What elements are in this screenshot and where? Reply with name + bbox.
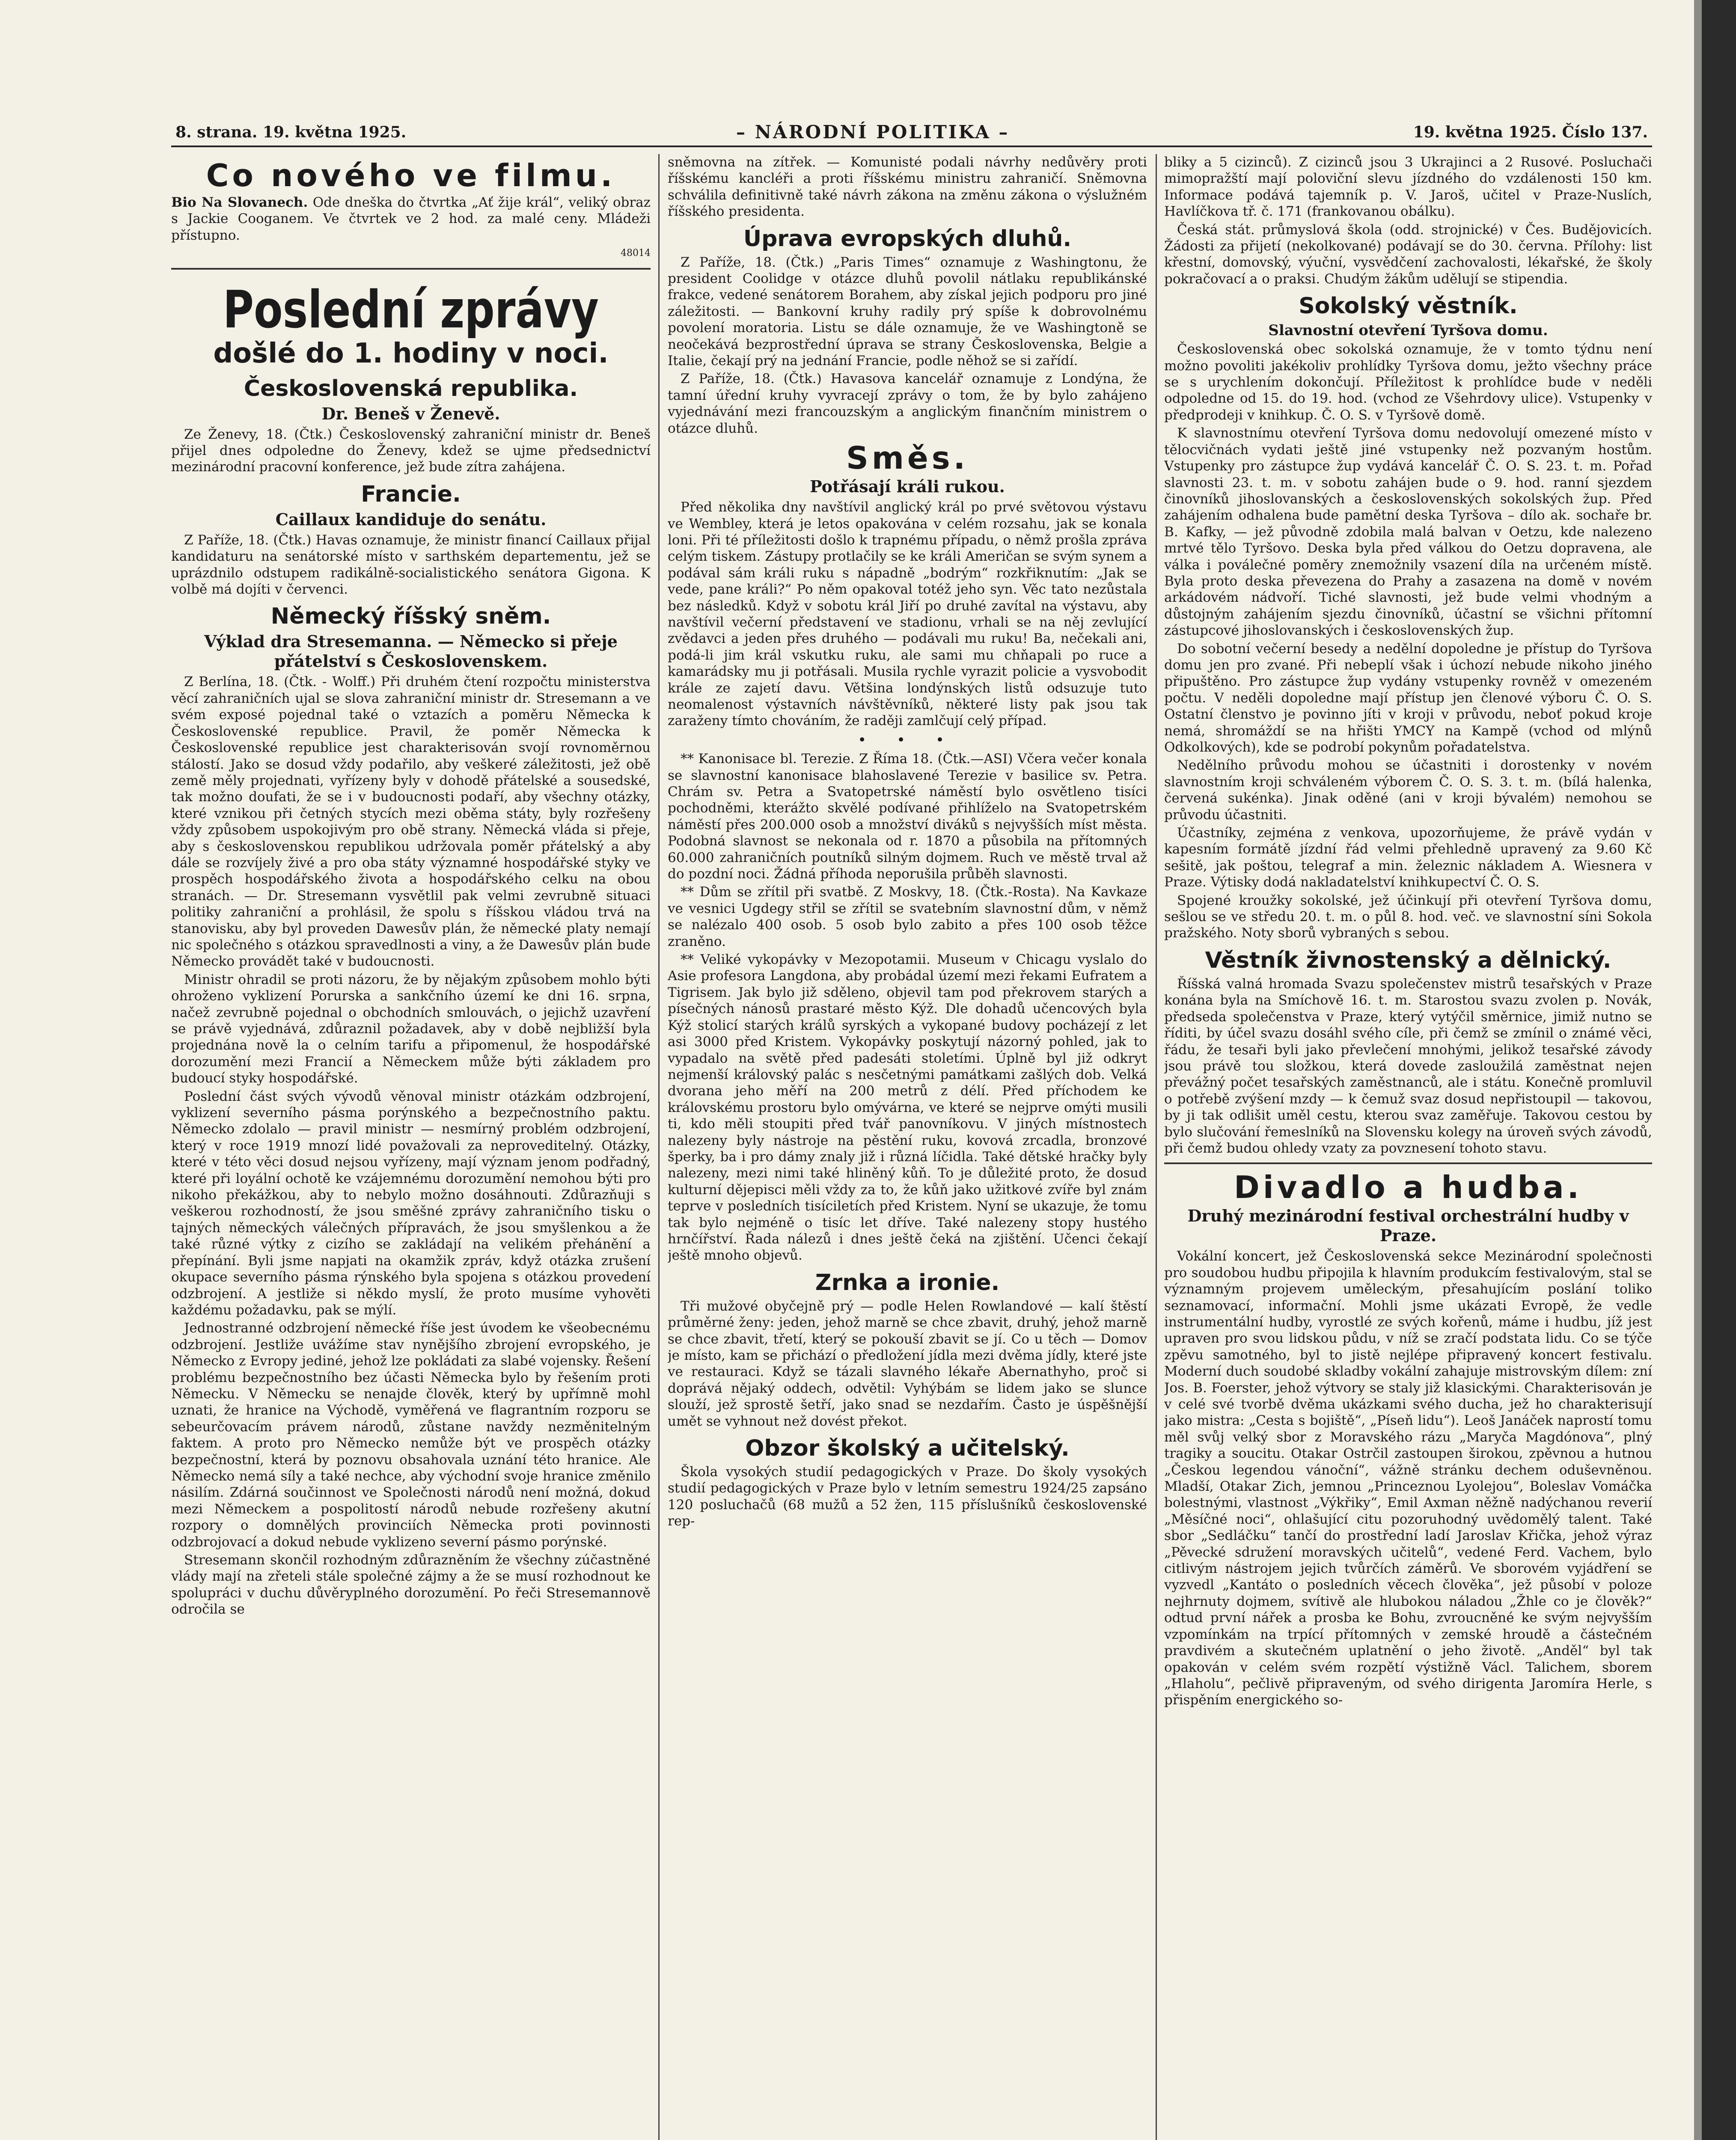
article-paragraph: Spojené kroužky sokolské, jež účinkují při otevření Tyršova domu, sešlou se ve středu 20. t. m. o půl 8. hod. več. ve slavnostní síni Sokola pražského. Noty sborů vybraných s sebou. [1164, 892, 1652, 941]
miscellany-heading: Směs. [846, 440, 969, 476]
article-paragraph: Z Berlína, 18. (Čtk. - Wolff.) Při druhém čtení rozpočtu ministerstva věcí zahraničních ujal se slova zahraniční ministr dr. Stresemann a ve svém exposé pojednal také o vztazích a poměru Německa k Československé republice. Pravil, že poměr Německa k Československé republice jest charakterisován svojí rovnoměrnou stálostí. Jako se dosud vždy podařilo, aby veškeré záležitosti, jež obě země měly projednati, vyřízeny byly v dohodě přátelské a sousedské, tak možno doufati, že se i v budoucnosti podaří, aby všechny otázky, které vznikou při četných stycích mezi oběma státy, byly rozřešeny vždy způsobem uspokojivým pro obě strany. Německá vláda si přeje, aby s československou republikou udržovala poměr přátelský a aby dále se rozvíjely živé a pro oba státy významné hospodářské styky ve prospěch hospodářského života a hospodářského celku na obou stranách. — Dr. Stresemann vysvětlil pak velmi zevrubně situaci politiky zahraniční a prohlásil, že spolu s říšskou vládou trvá na stanovisku, aby byl proveden Dawesův plán, že německé platy nemají nic společného s otázkou spravedlnosti a viny, a že Dawesův plán bude Německo provádět také v budoucnosti. [171, 674, 651, 969]
article-paragraph: Z Paříže, 18. (Čtk.) Havasova kancelář oznamuje z Londýna, že tamní úřední kruhy vyvracejí zprávy o tom, že by bylo zahájeno vyjednávání mezi francouzským a anglickým finančním ministrem o otázce dluhů. [668, 371, 1147, 436]
country-heading-czechoslovakia: Československá republika. [244, 375, 578, 401]
column-rule [658, 154, 660, 2140]
film-notice-text: Ode dneška do čtvrtka „Ať žije král“, veliký obraz s Jackie Cooganem. Ve čtvrtek ve 2 hod. za malé ceny. Mládeži přístupno. [171, 195, 651, 243]
newspaper-title: – NÁRODNÍ POLITIKA – [736, 122, 1010, 143]
section-divider [1164, 1162, 1652, 1164]
article-paragraph: Škola vysokých studií pedagogických v Praze. Do školy vysokých studií pedagogických v Praze bylo v letním semestru 1924/25 zapsáno 120 posluchačů (68 mužů a 52 žen, 115 příslušníků československé rep- [668, 1464, 1147, 1529]
column-rule [1156, 154, 1157, 2140]
article-paragraph: Před několika dny navštívil anglický král po prvé světovou výstavu ve Wembley, která je letos opakována v celém rozsahu, jak se konala loni. Při té příležitosti došlo k trapnému případu, o němž prošla zpráva celým tiskem. Zástupy protlačily se ke králi Američan se svým synem a podával sám králi ruku s nápadně „bodrým“ rozkřiknutím: „Jak se vede, pane králi?“ Po něm opakoval totéž jeho syn. Věc tato nezůstala bez následků. Když v sobotu král Jiří po druhé zavítal na výstavu, aby navštívil večerní představení ve stadionu, vrhali se na něj zevlující zvědavci a jeden přes druhého — podávali mu ruku! Ba, nečekali ani, podá-li jim král vskutku ruku, ale sami mu chňapali po ruce a kamarádsky mu ji potřásali. Musila rychle vyrazit policie a vysvobodit krále ze zajetí davu. Většina londýnských listů odsuzuje tuto neomalenost výstavních návštěvníků, některé listy pak jsou tak zaraženy tímto chováním, že raději zamlčují celý případ. [668, 499, 1147, 729]
issue-number-right: 19. května 1925. Číslo 137. [1413, 123, 1648, 141]
column-left [171, 154, 651, 2140]
section-heading-zrnka: Zrnka a ironie. [815, 1269, 1000, 1296]
article-heading-tyrs: Slavnostní otevření Tyršova domu. [1268, 322, 1548, 339]
scan-margin-shadow [1694, 0, 1702, 2140]
article-heading-debts: Úprava evropských dluhů. [743, 226, 1072, 252]
film-section-heading: Co nového ve filmu. [206, 158, 616, 193]
article-heading-caillaux: Caillaux kandiduje do senátu. [275, 509, 547, 529]
film-notice [171, 194, 651, 244]
section-heading-school: Obzor školský a učitelský. [745, 1436, 1070, 1462]
page-date-left: 8. strana. 19. května 1925. [175, 123, 407, 141]
running-header [171, 116, 1652, 147]
news-item: ** Dům se zřítil při svatbě. Z Moskvy, 18. (Čtk.-Rosta). Na Kavkaze ve vesnici Ugdegy střil se zřítil se svatebním slavnostní dům, v němž se nalézalo 400 osob. 5 osob bylo zabito a přes 100 osob těžce zraněno. [668, 884, 1147, 949]
article-paragraph: K slavnostnímu otevření Tyršova domu nedovolují omezené místo v tělocvičnách vydati ještě jiné vstupenky než pozvaným hostům. Vstupenky pro zástupce žup vydává kancelář Č. O. S. 23. t. m. Pořad slavnosti 23. t. m. v sobotu zahájen bude o 9. hod. ranní sjezdem činovníků jihoslovanských a československých sokolských žup. Před zahájením odhalena bude pamětní deska Tyršova – dílo ak. sochaře br. B. Kafky, — jež původně zdobila malá balvan v Oetzu, kde nalezeno mrtvé tělo Tyršovo. Deska byla před válkou do Oetzu dopravena, ale válka i poválečné poměry znemožnily vsazení díla na určeném místě. Byla proto deska převezena do Prahy a zasazena na domě v novém arkádovém nádvoří. Tiché slavnosti, jež bude velmi vhodným a důstojným zahájením sjezdu činovníků, účastní se všichni přítomní zástupcové jihoslovanských i československých žup. [1164, 425, 1652, 639]
column-middle [668, 154, 1147, 2140]
article-paragraph: Stresemann skončil rozhodným zdůrazněním že všechny zúčastněné vlády mají na zřeteli stále společné zájmy a že se musí rozhodnout ke spolupráci v duchu důvěryplného dorozumění. Po řeči Stresemannově odročila se [171, 1552, 651, 1617]
scan-edge-dark [1702, 0, 1736, 2140]
section-heading-trade: Věstník živnostenský a dělnický. [1205, 947, 1611, 973]
article-paragraph: Do sobotní večerní besedy a nedělní dopoledne je přístup do Tyršova domu jen pro zvané. Při nebeplí však i úchozí nebude nikoho jiného připuštěno. Pro zástupce žup vydány vstupenky rovněž v omezeném počtu. V neděli dopoledne mají přístup jen členové výboru Č. O. S. Ostatní členstvo je povinno jíti v kroji v průvodu, neboť pokud kroje nemá, shromáždí se na hřišti YMCY na Kampě (vchod od mlýnů Odkolkových), kde se podrobí pokynům pořadatelstva. [1164, 641, 1652, 755]
separator-dots: • • • [858, 731, 957, 749]
article-paragraph: Účastníky, zejména z venkova, upozorňujeme, že právě vydán v kapesním formátě jízdní řád velmi přehledně upravený za 9.60 Kč sešitě, jak poštou, telegraf a min. železnic nákladem A. Wiesnera v Praze. Výtisky dodá nakladatelství knihkupectví Č. O. S. [1164, 825, 1652, 890]
article-paragraph: Vokální koncert, jež Československá sekce Mezinárodní společnosti pro soudobou hudbu připojila k hlavním produkcím festivalovým, stal se významným projevem uměleckým, přesahujícím poslání toliko seznamovací, informační. Mohli jsme ukázati Evropě, že vedle instrumentální hudby, vyrostlé ze svých kořenů, máme i hudbu, jíž jest upraven pro svou lidskou půdu, v níž se zračí podstata lidu. Co se týče zpěvu samotného, byl to jistě nejlépe připravený koncert festivalu. Moderní duch soudobé skladby vokální zahajuje mistrovským dílem: zní Jos. B. Foerster, jehož výtvory se staly již klasickými. Charakterisován je v celé své tvorbě dvěma ukázkami svého ducha, jež ho charakterisují jako mistra: „Cesta s bojiště“, „Píseň lidu“). Leoš Janáček naprostí tomu měl svůj velký sbor z Moravského rázu „Maryča Magdónova“, plný tragiky a soucitu. Otakar Ostrčil zastoupen širokou, zpěvnou a hutnou „Českou legendou vánoční“, vážně stránku dechem oduševněnou. Mladší, Otakar Zich, jemnou „Princeznou Lyolejou“, Boleslav Vomáčka bolestnými, vlastnost „Výkřiky“, Emil Axman něžně nadýchanou reverií „Měsíčné noci“, ohlašující citu pozoruhodný uvědomělý talent. Také sbor „Sedláčku“ tančí do prostřední ladí Jaroslav Křička, jehož výraz „Pěvecké sdružení moravských učitelů“, vedené Ferd. Vachem, bylo citlivým nástrojem jejich tvůrčích záměrů. Ve sborovém vyjádření se vyzvedl „Kantáto o posledních věcech člověka“, jež působí v poloze nejhrnuty dojmem, svítivě ale hlubokou náladou „Žhle co je člověk?“ odtud první nářek a prosba ke Bohu, zvroucněné ke svým nejvyšším vzpomínkám na trpící přítomných v zemské hroudě a částečném pravdivém a skutečném uplatnění o jeho životě. „Anděl“ byl tak opakován v celém svém rozpětí výstižně Václ. Talichem, sborem „Hlaholu“, pečlivě připraveným, od svého dirigenta Jaromíra Herle, s přispěním energického so- [1164, 1248, 1652, 1708]
aphorisms: Tři mužové obyčejně prý — podle Helen Rowlandové — kalí štěstí průměrné ženy: jeden, jehož marně se chce zbavit, druhý, jehož marně se chce zbavit, třetí, který se pokouší zbavit se jí. Co u těch — Domov je místo, kam se přichází o předložení jídla mezi dvěma jídly, které jste ve restauraci. Když se tázali slavného lékaře Abernathyho, proč si doprává nějaký oddech, odvětil: Vyhýbám se lidem jako se slunce slouží, jež sprostě šetří, jako snad se nezdařím. Často je úspěšnější umět se vyhnout než dovést překot. [668, 1298, 1147, 1429]
cinema-name: Bio Na Slovanech. [171, 195, 308, 210]
article-paragraph: Říšská valná hromada Svazu společenstev mistrů tesařských v Praze konána byla na Smíchově 16. t. m. Starostou svazu zvolen p. Novák, předseda společenstva v Praze, který vytýčil směrnice, jimiž nutno se říditi, by účel svazu dosáhl svého cíle, při čemž se zmínil o známé věci, řádu, že tesaři byli jako převlečení mnohými, jelikož tesařské závody jsou právě tou složkou, která dovede zasloužilá zaměstnat nejen převážný počet tesařských zaměstnanců, ale i státu. Konečně promluvil o potřebě zvýšení mzdy — k čemuž svaz dosud nepřistoupil — takovou, by ji tak odlišit uměl cestu, kterou svaz zaměřuje. Takovou cestou by bylo slučování řemeslníků na Slovensku kolegy na úroveň svých závodů, při čemž budou ohledy vzaty za povznesení tohoto stavu. [1164, 976, 1652, 1156]
article-paragraph: Nedělního průvodu mohou se účastniti i dorostenky v novém slavnostním kroji schváleném výborem Č. O. S. 3. t. m. (bílá halenka, červená sukénka). Jinak oděné (ani v kroji bývalém) nemohou se průvodu účastniti. [1164, 758, 1652, 823]
article-paragraph: Česká stát. průmyslová škola (odd. strojnické) v Čes. Budějovicích. Žádosti za přijetí (nekolkované) podávají se do 30. června. Přílohy: list křestní, domovský, výuční, vysvědčení zachovalosti, lékařské, že školy pokračovací a o praksi. Chudým žákům udělují se stipendia. [1164, 222, 1652, 287]
news-item: ** Kanonisace bl. Terezie. Z Říma 18. (Čtk.—ASI) Včera večer konala se slavnostní kanonisace blahoslavené Terezie v basilice sv. Petra. Chrám sv. Petra a Svatopetrské náměstí bylo osvětleno tisíci pochodněmi, kterážto skvělé podívané přihlíželo na Svatopetrském náměstí přes 200.000 osob a množství diváků s nejvyšších míst města. Podobná slavnost se nekonala od r. 1870 a působila na přítomných 60.000 zahraničních poutníků silným dojmem. Ruch ve městě trval až do pozdní noci. Žádná příhoda nepor​ušila průběh slavnosti. [668, 751, 1147, 882]
article-heading-festival: Druhý mezinárodní festival orchestrální hudby v Praze. [1187, 1206, 1629, 1245]
article-paragraph: Ministr ohradil se proti názoru, že by nějakým způsobem mohlo býti ohroženo vyklizení Porurska a sankčního území ke dni 16. srpna, načež zevrubně pojednal o obchodních smlouvách, o jejichž uzavření se právě vyjednává, zdůraznil požadavek, aby v době nejbližší byla projednána nově la o celním tarifu a připomenul, že hospodářské dorozumění mezi Francií a Německem může býti základem pro budoucí styky hospodářské. [171, 972, 651, 1086]
article-paragraph: Jednostranné odzbrojení německé říše jest úvodem ke všeobecnému odzbrojení. Jestliže uvážíme stav nynějšího zbrojení evropského, je Německo z Evropy jediné, jehož lze pokládati za slabé vojensky. Řešení problému bezpečnostního bez účasti Německa bylo by řešením proti Německu. V Německu se nenajde člověk, který by upřímně mohl uznati, že hranice na Východě, vyměřená ve flagrantním rozporu se sebeurčovacím právem národů, zůstane navždy nezměnitelným faktem. A proto pro Německo nemůže být ve prospěch otázky bezpečnostní, která by poznovu obsahovala uznání této hranice. Ale Německo nemá síly a také nechce, aby východní svoje hranice změnilo násilím. Zdárná součinnost ve Společnosti národů není možná, dokud mezi Německem a pospolitostí národů nebude rozřešeny akutní rozpory o domnělých provinciích Německa proti povinnosti odzbrojovací a dokud nebude vyklizeno severní pásmo porýnské. [171, 1320, 651, 1550]
country-heading-germany: Německý říšský sněm. [271, 603, 551, 630]
section-heading-sokol: Sokolský věstník. [1299, 293, 1518, 319]
article-heading-benes: Dr. Beneš v Ženevě. [321, 404, 500, 423]
article-paragraph: Z Paříže, 18. (Čtk.) „Paris Times“ oznamuje z Washingtonu, že president Coolidge v otázce dluhů povolil nátlaku republikánské frakce, vedené senátorem Borahem, aby získal jejich podporu pro jiné záležitosti. — Bankovní kruhy radily prý spíše k dobrovolnému povolení moratoria. Listu se dále oznamuje, že ve Washingtoně se neočekává bezprostřední úprava se strany Československa, Belgie a Italie, čekají prý na jednání Francie, podle něhož se si zařídí. [668, 254, 1147, 369]
article-continuation: bliky a 5 cizinců). Z cizinců jsou 3 Ukrajinci a 2 Rusové. Posluchači mimopražští mají poloviční slevu jízdného do vzdálenosti 150 km. Informace podává tajemník p. V. Jaroš, učitel v Praze-Nuslích, Havlíčkova tř. č. 171 (frankovanou obálku). [1164, 155, 1652, 220]
article-paragraph: Poslední část svých vývodů věnoval ministr otázkám odzbrojení, vyklizení severního pásma porýnského a bezpečnostního paktu. Německo zdolalo — pravil ministr — nesmírný problém odzbrojení, který v roce 1919 mnozí lidé považovali za neproveditelný. Otázky, které v této věci dosud nejsou vyřízeny, mají význam jenom podřadný, které při loyální ochotě ke vzájemnému dorozumění nemohou býti pro nikoho překážkou, aby to nebylo možno dosáhnouti. Zdůrazňuji s veškerou rozhodností, že jsou směšné zprávy zahraničního tisku o tajných německých válečných přípravách, že jsou smyšlenkou a že také různé výtky z cizího se zakládají na velikém přehánění a přepínání. Byli jsme napjati na okamžik zpráv, když otázka zrušení okupace severního pásma rýnského byla spojena s otázkou provedení odzbrojení. A jestliže si někdo myslí, že proto musíme vyhověti každému požadavku, pak se mýlí. [171, 1088, 651, 1318]
article-heading-stresemann: Výklad dra Stresemanna. — Německo si přeje přátelství s Československem. [204, 632, 618, 671]
newspaper-page [171, 116, 1652, 2140]
country-heading-france: Francie. [361, 481, 461, 507]
latest-news-subheading: došlé do 1. hodiny v noci. [213, 337, 609, 369]
news-item: ** Veliké vykopávky v Mezopotamii. Museum v Chicagu vyslalo do Asie profesora Langdona, aby probádal území mezi řekami Eufratem a Tigrisem. Jak bylo již sděleno, objevil tam pod překrovem starých a písečných nánosů prastaré město Kýž. Dle dohadů učencových byla Kýž stolicí starých králů syrských a vykopané budovy pocházejí z let asi 3000 před Kristem. Vykopávky poskytují názorný pohled, jak to vypadalo na světě před padesáti stoletími. Úplně byl již odkryt nejmenší královský palác s nesčetnými památkami zašlých dob. Velká dvorana jeho měří na 200 metrů z délí. Před příchodem ke královskému prostoru bylo omývárna, ve které se nejprve omýti musili ti, kdo měli stoupiti před tvář panovníkovu. V jiných místnostech nalezeny byly nástroje na pěstění ruku, kovová zrcadla, bronzové šperky, ba i pro dámy znaly již i různá líčidla. Také dětské hračky byly nalezeny, mezi nimi také hliněný kůň. To je důležité proto, že dosud kulturní dějepisci měli vždy za to, že kůň jako užitkové zvíře byl znám teprve v posledních tisíciletích před Kristem. Nyní se ukazuje, že tomu tak bylo nejméně o tisíc let dříve. Také nalezeny stopy hustého hrnčířství. Řada nálezů i dnes ještě čeká na zjištění. Učenci čekají ještě mnoho objevů. [668, 952, 1147, 1263]
section-heading-theatre: Divadlo a hudba. [1234, 1169, 1582, 1206]
column-right [1164, 154, 1652, 2140]
article-caillaux: Z Paříže, 18. (Čtk.) Havas oznamuje, že ministr financí Caillaux přijal kandidaturu na senátorské místo v sarthském departementu, jež se uprázdnilo odstupem radikálně-socialistického senátora Gigona. K volbě má dojíti v červenci. [171, 532, 651, 597]
section-divider [171, 268, 651, 270]
ad-number: 48014 [621, 248, 651, 259]
article-continuation: sněmovna na zítřek. — Komunisté podali návrhy nedůvěry proti říšskému kancléři a proti říšskému ministru zahraničí. Sněmovna schválila definitivně také návrh zákona na změnu zákona o výslužném říšského presidenta. [668, 155, 1147, 220]
article-benes: Ze Ženevy, 18. (Čtk.) Československý zahraniční ministr dr. Beneš přijel dnes odpoledne do Ženevy, kdež se ujme předsednictví mezinárodní pracovní konference, jež bude zítra zahájena. [171, 426, 651, 475]
article-heading-kings: Potřásají králi rukou. [810, 477, 1005, 496]
article-paragraph: Československá obec sokolská oznamuje, že v tomto týdnu není možno povoliti jakékoliv prohlídky Tyršova domu, ježto všechny práce se s urychlením dokončují. Příležitost k prohlídce bude v neděli odpoledne od 15. do 19. hod. (vchod ze Všehrdovy ulice). Vstupenky v předprodeji v knihkup. Č. O. S. v Tyršově domě. [1164, 342, 1652, 423]
latest-news-heading: Poslední zprávy [223, 280, 599, 340]
